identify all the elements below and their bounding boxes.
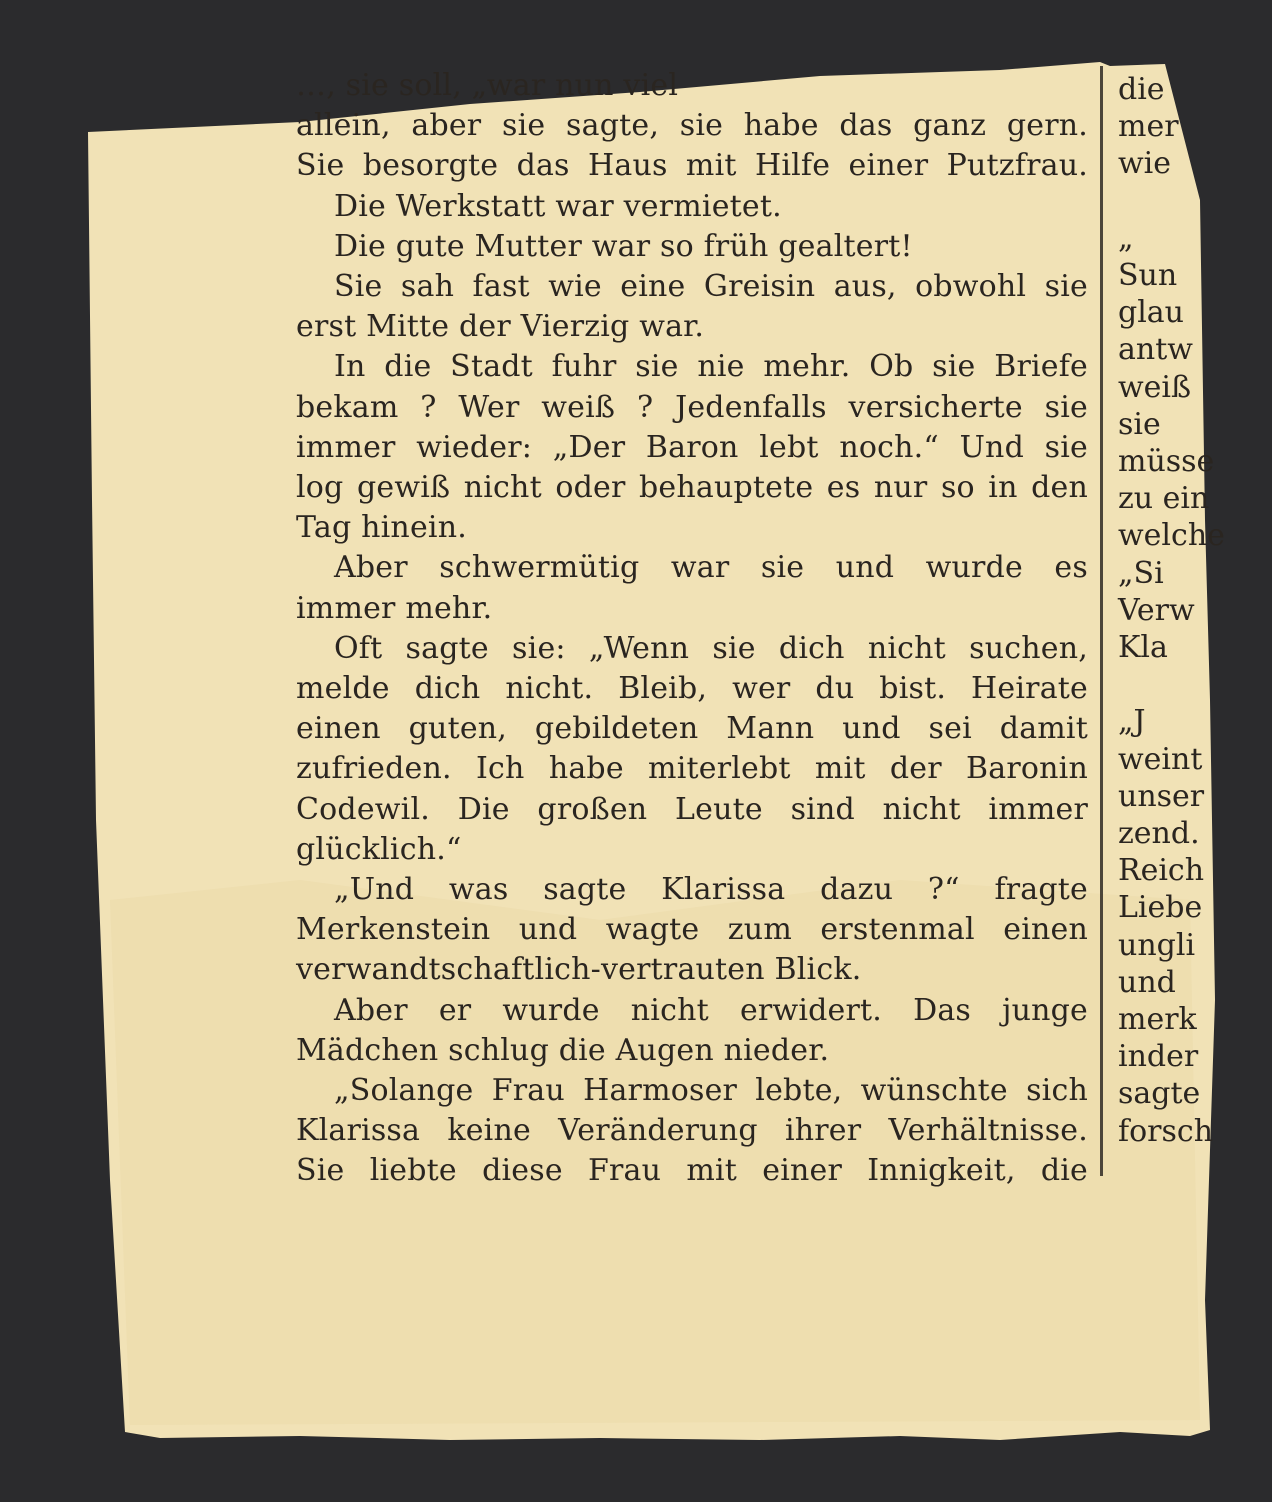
fragment-line: forsch	[1118, 1113, 1214, 1149]
fragment-line: zend.	[1118, 816, 1200, 851]
text-line: Tag hinein.	[296, 510, 467, 546]
text-line: immer wieder: „Der Baron lebt noch.“ Und sie	[296, 429, 1088, 465]
text-line: Aber schwermütig war sie und wurde es	[334, 550, 1088, 586]
text-line: Sie liebte diese Frau mit einer Innigkeit, die	[296, 1153, 1088, 1189]
column-rule	[1100, 66, 1103, 1176]
fragment-line: „Si	[1118, 555, 1164, 591]
fragment-line: inder	[1118, 1039, 1199, 1075]
text-line: In die Stadt fuhr sie nie mehr. Ob sie Briefe	[334, 349, 1088, 385]
text-line: …, sie soll, „war nun viel	[296, 68, 679, 103]
fragment-line: welche	[1118, 518, 1225, 554]
text-line: melde dich nicht. Bleib, wer du bist. Heirate	[296, 671, 1088, 706]
fragment-line: Liebe	[1118, 890, 1203, 926]
fragment-line: weiß	[1118, 369, 1192, 405]
main-text-column	[296, 66, 1096, 1189]
text-line: bekam ? Wer weiß ? Jedenfalls versicherte sie	[296, 389, 1088, 425]
fragment-line: glau	[1118, 295, 1185, 331]
text-line: Sie sah fast wie eine Greisin aus, obwohl sie	[334, 269, 1088, 304]
fragment-line: und	[1118, 964, 1176, 1000]
fragment-line: Kla	[1118, 630, 1168, 665]
fragment-line: Sun	[1118, 258, 1178, 293]
fragment-line: unser	[1118, 778, 1205, 814]
text-line: „Solange Frau Harmoser lebte, wünschte sich	[334, 1073, 1088, 1108]
fragment-line: zu ein	[1118, 481, 1210, 517]
fragment-line: antw	[1118, 332, 1193, 368]
fragment-line: Verw	[1118, 592, 1195, 628]
text-line: einen guten, gebildeten Mann und sei damit	[296, 711, 1088, 747]
adjacent-column-fragment	[1118, 70, 1225, 1180]
text-line: Aber er wurde nicht erwidert. Das junge	[334, 992, 1088, 1028]
text-line: glücklich.“	[296, 831, 462, 867]
fragment-line: weint	[1118, 741, 1203, 777]
text-line: Merkenstein und wagte zum erstenmal einen	[296, 912, 1088, 948]
text-line: erst Mitte der Vierzig war.	[296, 309, 705, 345]
fragment-line: „	[1118, 220, 1134, 256]
text-line: allein, aber sie sagte, sie habe das ganz gern.	[296, 108, 1088, 144]
fragment-line: Reich	[1118, 853, 1205, 889]
text-line: Klarissa keine Veränderung ihrer Verhältnisse.	[296, 1113, 1088, 1149]
fragment-line: sagte	[1118, 1076, 1201, 1112]
text-line: verwandtschaftlich-vertrauten Blick.	[296, 952, 862, 988]
fragment-line: ungli	[1118, 927, 1196, 963]
fragment-line: sie	[1118, 406, 1161, 442]
text-line: „Und was sagte Klarissa dazu ?“ fragte	[334, 872, 1088, 907]
text-line: Die Werkstatt war vermietet.	[334, 188, 782, 224]
text-line: Codewil. Die großen Leute sind nicht immer	[296, 791, 1088, 827]
text-line: Oft sagte sie: „Wenn sie dich nicht suchen,	[334, 630, 1088, 666]
fragment-line: mer	[1118, 109, 1179, 145]
fragment-line: merk	[1118, 1002, 1197, 1037]
text-line: Die gute Mutter war so früh gealtert!	[334, 228, 913, 264]
text-line: log gewiß nicht oder behauptete es nur so in den	[296, 470, 1088, 505]
text-line: immer mehr.	[296, 590, 493, 626]
text-line: Sie besorgte das Haus mit Hilfe einer Putzfrau.	[296, 148, 1088, 184]
fragment-line: die	[1118, 72, 1165, 107]
fragment-line: wie	[1118, 146, 1172, 182]
text-line: zufrieden. Ich habe miterlebt mit der Baronin	[296, 751, 1088, 787]
text-line: Mädchen schlug die Augen nieder.	[296, 1032, 830, 1068]
fragment-line: „J	[1118, 704, 1146, 740]
fragment-line: müsse	[1118, 444, 1215, 479]
